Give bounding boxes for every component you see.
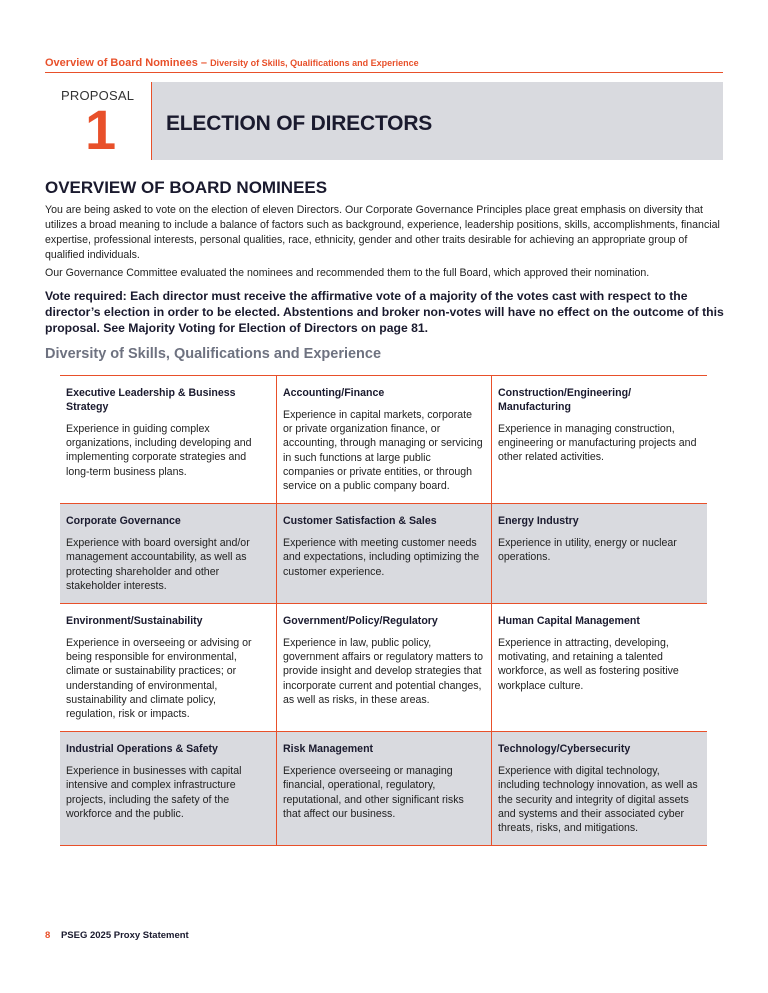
skills-grid [60,375,707,846]
header-subsection: Diversity of Skills, Qualifications and Experience [210,58,419,68]
proposal-title-bar [152,82,723,160]
skill-cell [60,732,277,846]
skill-cell [277,732,492,846]
skill-desc: Experience in managing construction, engineering or manufacturing projects and other related activities. [498,423,697,464]
skill-cell [492,732,707,846]
proposal-title: ELECTION OF DIRECTORS [166,112,433,135]
skill-title: Environment/Sustainability [66,615,203,628]
header-section: Overview of Board Nominees – [45,57,207,69]
skill-title: Risk Management [283,743,374,756]
skill-cell [277,604,492,732]
skill-desc: Experience with digital technology, including technology innovation, as well as the security and integrity of digital assets and systems and their associated cyber threats, risks, and mitigations. [498,765,698,835]
skill-desc: Experience in attracting, developing, motivating, and retaining a talented workforce, as well as fostering positive workplace culture. [498,637,679,692]
overview-paragraph-1: You are being asked to vote on the election of eleven Directors. Our Corporate Governance Principles place great emphasis on diversity that utilizes a broad meaning to include a balance of factors such as background, experience, leadership positions, skills, accomplishments, financial expertise, professional interests, personal qualities, race, ethnicity, gender and other traits desirable for achieving an appropriate group of qualified individuals. [45,204,720,261]
diversity-title: Diversity of Skills, Qualifications and Experience [45,346,382,362]
skill-desc: Experience with board oversight and/or management accountability, as well as protecting shareholder and other stakeholder interests. [66,537,250,592]
skill-title: Technology/Cybersecurity [498,743,631,756]
running-header [45,57,723,73]
skill-cell [492,504,707,604]
skill-title: Human Capital Management [498,615,640,628]
skill-cell [277,504,492,604]
page-number: 8 [45,930,51,941]
skill-desc: Experience in capital markets, corporate or private organization finance, or accounting, through managing or servicing in such functions at large public companies or private entities, or through service on a public company board. [283,409,483,493]
skill-title: Government/Policy/Regulatory [283,615,438,628]
skill-cell [60,376,277,504]
document-title: PSEG 2025 Proxy Statement [60,930,189,941]
skill-cell [492,376,707,504]
skill-desc: Experience in guiding complex organizations, including developing and implementing corporate strategies and long-term business plans. [66,423,252,478]
proposal-number: 1 [85,98,117,161]
page-footer [45,930,189,941]
skill-cell [60,604,277,732]
skill-cell [492,604,707,732]
skill-title: Executive Leadership & Business Strategy [66,387,236,413]
skill-title: Accounting/Finance [283,387,385,399]
skill-cell [60,504,277,604]
proposal-label: PROPOSAL [61,88,135,103]
skill-desc: Experience with meeting customer needs and expectations, including optimizing the customer experience. [283,537,480,578]
skill-cell [277,376,492,504]
skill-desc: Experience in utility, energy or nuclear operations. [498,537,677,564]
skill-desc: Experience in overseeing or advising or being responsible for environmental, climate or sustainability practices; or understanding of environmental, sustainability and climate policy, regulation, risk or impacts. [66,637,252,721]
skill-title: Customer Satisfaction & Sales [283,515,437,528]
skill-title: Industrial Operations & Safety [66,743,218,756]
overview-paragraph-2: Our Governance Committee evaluated the nominees and recommended them to the full Board, which approved their nomination. [45,267,650,279]
proposal-banner [45,82,723,160]
skill-title: Corporate Governance [66,515,181,528]
skill-desc: Experience in businesses with capital intensive and complex infrastructure projects, including the safety of the workforce and the public. [66,765,242,820]
skill-title: Construction/Engineering/ Manufacturing [498,387,632,413]
skill-desc: Experience in law, public policy, government affairs or regulatory matters to provide insight and develop strategies that incorporate current and potential changes, as well as risks, in these areas. [283,637,483,706]
overview-title: OVERVIEW OF BOARD NOMINEES [45,178,328,197]
vote-required: Vote required: Each director must receive the affirmative vote of a majority of the votes cast with respect to the director’s election in order to be elected. Abstentions and broker non-votes will have no effect on the outcome of this proposal. See Majority Voting for Election of Directors on page 81. [45,289,724,335]
skill-desc: Experience overseeing or managing financial, operational, regulatory, reputational, and other significant risks that affect our business. [283,765,464,820]
skill-title: Energy Industry [498,515,579,528]
